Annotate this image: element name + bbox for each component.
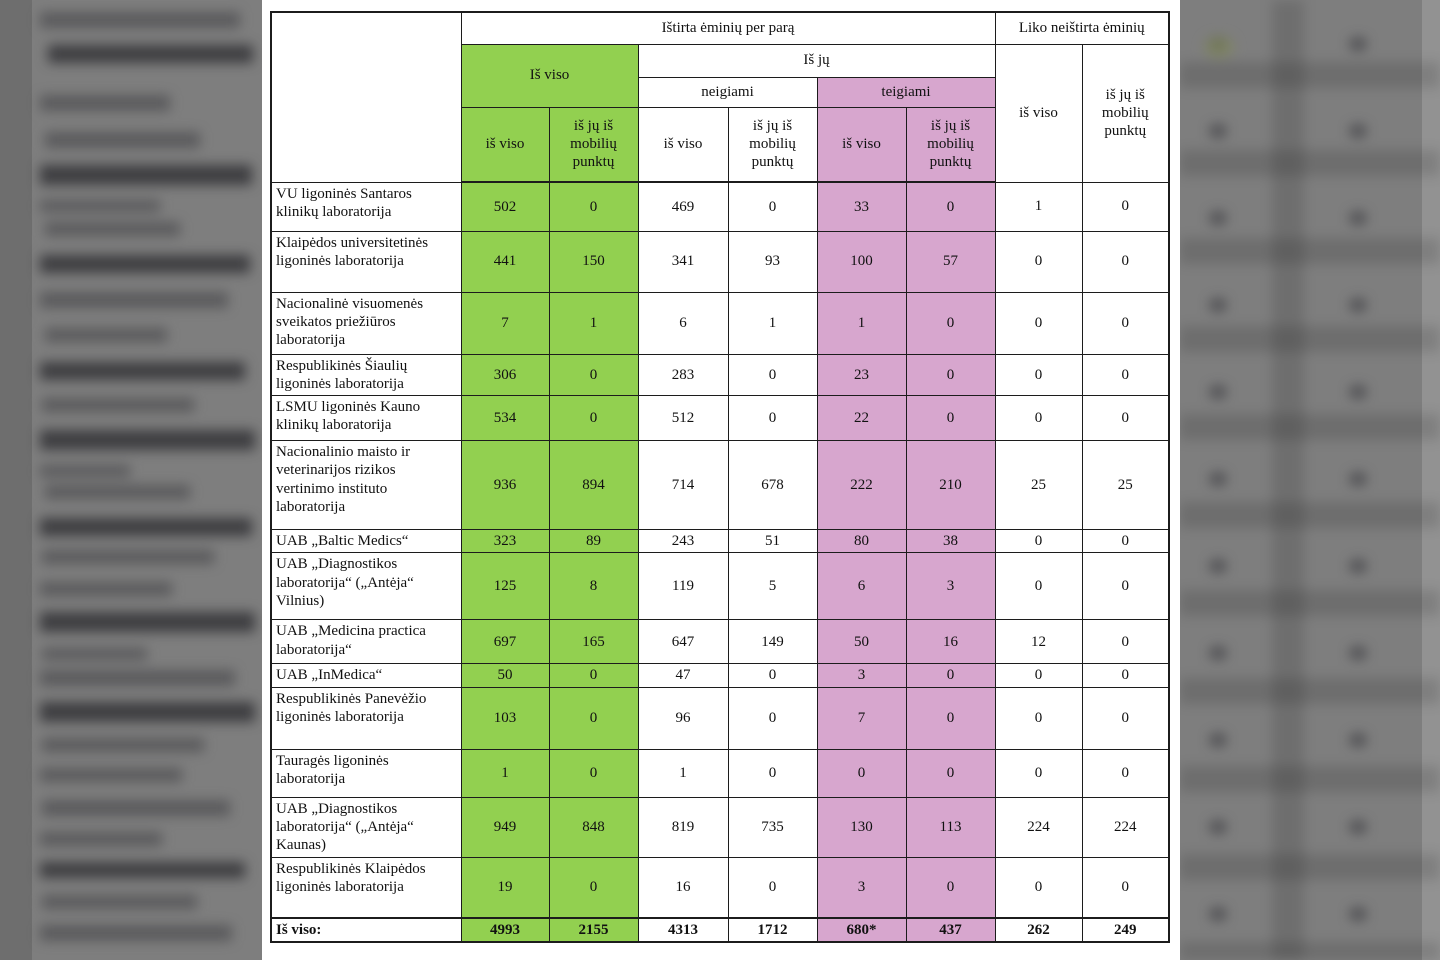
background-blur-left <box>0 0 262 960</box>
value-cell: 697 <box>461 620 549 664</box>
value-cell: 25 <box>995 441 1082 530</box>
lab-results-table <box>270 11 1170 943</box>
value-cell: 0 <box>1082 749 1169 797</box>
value-cell: 469 <box>638 182 728 231</box>
lab-name-cell: Klaipėdos universitetinės ligoninės laboratorija <box>271 231 461 292</box>
value-cell: 0 <box>1082 664 1169 687</box>
value-cell: 323 <box>461 530 549 553</box>
value-cell: 1 <box>995 182 1082 231</box>
value-cell: 0 <box>728 857 817 918</box>
header-remaining-mobile: iš jų iš mobilių punktų <box>1082 44 1169 182</box>
value-cell: 0 <box>995 553 1082 620</box>
value-cell: 678 <box>728 441 817 530</box>
table-row <box>271 530 1169 553</box>
value-cell: 125 <box>461 553 549 620</box>
value-cell: 936 <box>461 441 549 530</box>
value-cell: 16 <box>638 857 728 918</box>
header-negative: neigiami <box>638 77 817 107</box>
value-cell: 1 <box>549 292 638 354</box>
total-value-cell: 1712 <box>728 918 817 942</box>
value-cell: 0 <box>995 749 1082 797</box>
value-cell: 96 <box>638 687 728 749</box>
value-cell: 714 <box>638 441 728 530</box>
total-label-cell: Iš viso: <box>271 918 461 942</box>
value-cell: 0 <box>1082 620 1169 664</box>
value-cell: 149 <box>728 620 817 664</box>
value-cell: 47 <box>638 664 728 687</box>
total-value-cell: 4313 <box>638 918 728 942</box>
value-cell: 50 <box>817 620 906 664</box>
table-row <box>271 687 1169 749</box>
value-cell: 7 <box>817 687 906 749</box>
value-cell: 0 <box>995 231 1082 292</box>
value-cell: 243 <box>638 530 728 553</box>
table-row <box>271 182 1169 231</box>
value-cell: 113 <box>906 797 995 857</box>
value-cell: 0 <box>549 664 638 687</box>
value-cell: 6 <box>638 292 728 354</box>
background-blur-right-content <box>1180 0 1440 960</box>
value-cell: 12 <box>995 620 1082 664</box>
value-cell: 0 <box>1082 182 1169 231</box>
header-col-total: iš viso <box>461 107 549 182</box>
value-cell: 0 <box>995 292 1082 354</box>
lab-name-cell: LSMU ligoninės Kauno klinikų laboratorija <box>271 396 461 441</box>
value-cell: 19 <box>461 857 549 918</box>
value-cell: 0 <box>1082 292 1169 354</box>
header-total-group: Iš viso <box>461 44 638 107</box>
header-of-them: Iš jų <box>638 44 995 77</box>
table-row <box>271 857 1169 918</box>
value-cell: 50 <box>461 664 549 687</box>
value-cell: 0 <box>1082 354 1169 396</box>
value-cell: 5 <box>728 553 817 620</box>
value-cell: 0 <box>549 396 638 441</box>
total-value-cell: 437 <box>906 918 995 942</box>
total-value-cell: 4993 <box>461 918 549 942</box>
value-cell: 0 <box>1082 231 1169 292</box>
value-cell: 0 <box>906 664 995 687</box>
value-cell: 150 <box>549 231 638 292</box>
value-cell: 0 <box>549 182 638 231</box>
table-row <box>271 620 1169 664</box>
header-positive: teigiami <box>817 77 995 107</box>
value-cell: 0 <box>906 396 995 441</box>
value-cell: 38 <box>906 530 995 553</box>
value-cell: 0 <box>817 749 906 797</box>
lab-name-cell: Nacionalinė visuomenės sveikatos priežiūros laboratorija <box>271 292 461 354</box>
value-cell: 16 <box>906 620 995 664</box>
background-blur-left-content <box>0 0 262 960</box>
value-cell: 22 <box>817 396 906 441</box>
corner-cell <box>271 12 461 182</box>
value-cell: 0 <box>728 354 817 396</box>
value-cell: 441 <box>461 231 549 292</box>
lab-name-cell: Tauragės ligoninės laboratorija <box>271 749 461 797</box>
value-cell: 0 <box>728 749 817 797</box>
value-cell: 3 <box>817 857 906 918</box>
value-cell: 224 <box>995 797 1082 857</box>
header-col-total: iš viso <box>817 107 906 182</box>
value-cell: 103 <box>461 687 549 749</box>
value-cell: 848 <box>549 797 638 857</box>
total-value-cell: 262 <box>995 918 1082 942</box>
value-cell: 512 <box>638 396 728 441</box>
header-col-mobile: iš jų iš mobilių punktų <box>728 107 817 182</box>
value-cell: 89 <box>549 530 638 553</box>
total-row <box>271 918 1169 942</box>
value-cell: 6 <box>817 553 906 620</box>
value-cell: 949 <box>461 797 549 857</box>
lab-name-cell: Respublikinės Klaipėdos ligoninės laboratorija <box>271 857 461 918</box>
value-cell: 119 <box>638 553 728 620</box>
value-cell: 0 <box>995 664 1082 687</box>
value-cell: 306 <box>461 354 549 396</box>
value-cell: 222 <box>817 441 906 530</box>
document-page <box>262 0 1180 960</box>
value-cell: 0 <box>1082 857 1169 918</box>
total-value-cell: 680* <box>817 918 906 942</box>
value-cell: 0 <box>995 857 1082 918</box>
value-cell: 1 <box>638 749 728 797</box>
value-cell: 224 <box>1082 797 1169 857</box>
table-row <box>271 354 1169 396</box>
lab-name-cell: VU ligoninės Santaros klinikų laboratorija <box>271 182 461 231</box>
table-row <box>271 664 1169 687</box>
value-cell: 33 <box>817 182 906 231</box>
value-cell: 57 <box>906 231 995 292</box>
value-cell: 51 <box>728 530 817 553</box>
lab-name-cell: Respublikinės Šiaulių ligoninės laboratorija <box>271 354 461 396</box>
lab-name-cell: UAB „Diagnostikos laboratorija“ („Antėja“ Kaunas) <box>271 797 461 857</box>
value-cell: 735 <box>728 797 817 857</box>
value-cell: 0 <box>549 687 638 749</box>
table-row <box>271 797 1169 857</box>
value-cell: 894 <box>549 441 638 530</box>
value-cell: 0 <box>906 292 995 354</box>
header-col-mobile: iš jų iš mobilių punktų <box>549 107 638 182</box>
value-cell: 502 <box>461 182 549 231</box>
value-cell: 0 <box>728 396 817 441</box>
value-cell: 8 <box>549 553 638 620</box>
value-cell: 1 <box>817 292 906 354</box>
value-cell: 534 <box>461 396 549 441</box>
background-blur-right <box>1180 0 1440 960</box>
value-cell: 647 <box>638 620 728 664</box>
value-cell: 0 <box>995 354 1082 396</box>
value-cell: 93 <box>728 231 817 292</box>
value-cell: 0 <box>549 354 638 396</box>
value-cell: 0 <box>906 857 995 918</box>
total-value-cell: 249 <box>1082 918 1169 942</box>
value-cell: 0 <box>1082 530 1169 553</box>
value-cell: 210 <box>906 441 995 530</box>
value-cell: 0 <box>549 857 638 918</box>
lab-name-cell: UAB „Diagnostikos laboratorija“ („Antėja“ Vilnius) <box>271 553 461 620</box>
value-cell: 23 <box>817 354 906 396</box>
value-cell: 25 <box>1082 441 1169 530</box>
table-row <box>271 749 1169 797</box>
value-cell: 0 <box>1082 396 1169 441</box>
value-cell: 130 <box>817 797 906 857</box>
value-cell: 3 <box>817 664 906 687</box>
table-row <box>271 231 1169 292</box>
value-cell: 80 <box>817 530 906 553</box>
value-cell: 1 <box>461 749 549 797</box>
value-cell: 100 <box>817 231 906 292</box>
value-cell: 0 <box>728 664 817 687</box>
value-cell: 0 <box>995 530 1082 553</box>
value-cell: 1 <box>728 292 817 354</box>
value-cell: 0 <box>728 687 817 749</box>
value-cell: 0 <box>906 749 995 797</box>
table-row <box>271 553 1169 620</box>
value-cell: 819 <box>638 797 728 857</box>
value-cell: 7 <box>461 292 549 354</box>
header-col-mobile: iš jų iš mobilių punktų <box>906 107 995 182</box>
total-value-cell: 2155 <box>549 918 638 942</box>
lab-name-cell: UAB „Medicina practica laboratorija“ <box>271 620 461 664</box>
value-cell: 283 <box>638 354 728 396</box>
header-remaining-total: iš viso <box>995 44 1082 182</box>
value-cell: 0 <box>1082 687 1169 749</box>
lab-name-cell: Respublikinės Panevėžio ligoninės laboratorija <box>271 687 461 749</box>
value-cell: 0 <box>906 687 995 749</box>
lab-name-cell: Nacionalinio maisto ir veterinarijos rizikos vertinimo instituto laboratorija <box>271 441 461 530</box>
value-cell: 3 <box>906 553 995 620</box>
value-cell: 0 <box>728 182 817 231</box>
lab-name-cell: UAB „Baltic Medics“ <box>271 530 461 553</box>
header-col-total: iš viso <box>638 107 728 182</box>
value-cell: 0 <box>1082 553 1169 620</box>
header-tested-per-day: Ištirta ėminių per parą <box>461 12 995 44</box>
value-cell: 0 <box>995 396 1082 441</box>
table-row <box>271 441 1169 530</box>
value-cell: 165 <box>549 620 638 664</box>
header-remaining: Liko neištirta ėminių <box>995 12 1169 44</box>
value-cell: 341 <box>638 231 728 292</box>
table-row <box>271 396 1169 441</box>
lab-name-cell: UAB „InMedica“ <box>271 664 461 687</box>
value-cell: 0 <box>906 182 995 231</box>
value-cell: 0 <box>549 749 638 797</box>
value-cell: 0 <box>906 354 995 396</box>
value-cell: 0 <box>995 687 1082 749</box>
table-row <box>271 292 1169 354</box>
